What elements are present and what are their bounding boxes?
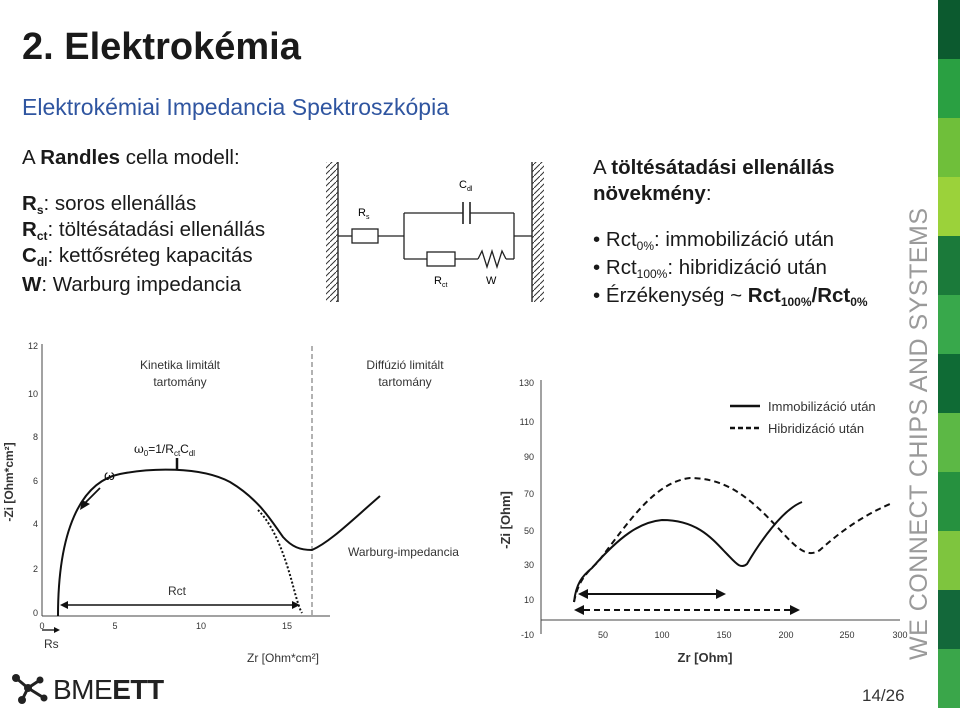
y-tick: 8 <box>32 432 38 442</box>
rct-arrow-head <box>292 601 300 609</box>
bullet-item <box>593 256 827 281</box>
y-tick: 10 <box>27 389 38 399</box>
omega0-label: $\omega_0=1/R_{ct}C_{dl}$ <box>134 442 196 458</box>
x-tick: 10 <box>195 621 207 631</box>
y-tick: 6 <box>32 476 38 486</box>
x-tick: 15 <box>281 621 293 631</box>
model-prefix: A <box>22 146 41 169</box>
y-tick: 10 <box>523 595 534 605</box>
bmeett-logo-text <box>53 674 164 706</box>
right-electrode <box>532 162 544 302</box>
x-tick: 300 <box>892 630 908 640</box>
stripe-segment <box>938 177 960 236</box>
rct-arrow-head <box>60 601 68 609</box>
y-tick: 2 <box>32 564 38 574</box>
heading-bold-2: növekmény <box>593 182 706 205</box>
sens-sub-2: 0% <box>850 295 868 309</box>
def-symbol: R <box>22 218 37 241</box>
rct-resistor <box>427 252 455 266</box>
stripe-segment <box>938 236 960 295</box>
increment-heading <box>593 156 835 180</box>
rs-label: $R_s$ <box>358 207 370 221</box>
sensitivity-bullet <box>593 284 868 309</box>
kinetic-label: Kinetika limitált <box>139 358 221 372</box>
left-electrode <box>326 162 338 302</box>
nyquist-measured-plot <box>490 370 910 675</box>
def-w <box>22 273 241 297</box>
legend-immobilization: Immobilizáció után <box>768 399 876 414</box>
logo-bold: ETT <box>112 674 164 705</box>
bullet-text: : immobilizáció után <box>653 228 834 251</box>
stripe-segment <box>938 295 960 354</box>
arrow-head <box>574 605 584 615</box>
y-tick: -10 <box>520 630 534 640</box>
y-tick: 70 <box>523 489 534 499</box>
sens-pre: Érzékenység ~ <box>605 284 748 307</box>
logo-light: BME <box>53 674 113 705</box>
def-subscript: dl <box>36 255 48 269</box>
brand-stripe <box>938 0 960 708</box>
def-text: : töltésátadási ellenállás <box>47 218 266 241</box>
arrow-head <box>790 605 800 615</box>
stripe-segment <box>938 590 960 649</box>
heading-prefix: A <box>593 156 612 179</box>
y-tick: 12 <box>27 341 38 351</box>
y-tick: 130 <box>518 378 534 388</box>
y-tick: 50 <box>523 526 534 536</box>
y-tick: 30 <box>523 560 534 570</box>
x-tick: 250 <box>839 630 855 640</box>
def-text: : Warburg impedancia <box>41 273 242 296</box>
y-tick: 90 <box>523 452 534 462</box>
theory-curve <box>58 470 380 616</box>
def-symbol: R <box>22 192 37 215</box>
stripe-segment <box>938 59 960 118</box>
w-label: W <box>486 275 497 287</box>
omega-label: ω <box>104 467 115 483</box>
kinetic-label: tartomány <box>153 375 207 389</box>
nyquist-theory-plot <box>0 332 500 672</box>
def-text: : soros ellenállás <box>43 192 197 215</box>
def-subscript: s <box>36 203 44 217</box>
heading-bold: töltésátadási ellenállás <box>611 156 835 179</box>
def-symbol: C <box>22 244 37 267</box>
rct-label: $R_{ct}$ <box>434 275 448 289</box>
y-tick: 0 <box>32 608 38 618</box>
bullet-icon: • <box>593 284 601 307</box>
theory-y-axis-label: -Zi [Ohm*cm²] <box>2 442 16 522</box>
x-tick: 5 <box>112 621 118 631</box>
stripe-segment <box>938 0 960 59</box>
stripe-segment <box>938 118 960 177</box>
rct-annotation: Rct <box>168 584 186 598</box>
legend-hybridization: Hibridizáció után <box>768 421 865 436</box>
rs-arrow-head <box>54 627 60 633</box>
stripe-segment <box>938 649 960 708</box>
def-text: : kettősréteg kapacitás <box>47 244 253 267</box>
x-tick: 150 <box>716 630 732 640</box>
bullet-pre: Rct <box>605 256 637 279</box>
x-tick: 50 <box>597 630 609 640</box>
bullet-text: : hibridizáció után <box>667 256 827 279</box>
diffusion-label: tartomány <box>378 375 432 389</box>
x-tick: 0 <box>39 621 45 631</box>
slide-title: 2. Elektrokémia <box>22 26 301 68</box>
theory-curve-no-warburg <box>258 510 302 613</box>
measured-y-axis-label: -Zi [Ohm] <box>498 491 513 549</box>
def-subscript: ct <box>36 229 48 243</box>
rs-resistor <box>352 229 378 243</box>
diffusion-label: Diffúzió limitált <box>366 358 444 372</box>
increment-heading-line2 <box>593 182 712 206</box>
rs-annotation: Rs <box>44 637 59 651</box>
x-tick: 200 <box>778 630 794 640</box>
stripe-segment <box>938 531 960 590</box>
sens-bold: Rct <box>747 284 781 307</box>
warburg-element <box>478 251 506 267</box>
def-cdl <box>22 244 253 269</box>
page-number: 14/26 <box>862 686 905 705</box>
bullet-sub: 100% <box>636 267 668 281</box>
model-name: Randles <box>40 146 120 169</box>
cdl-label: $C_{dl}$ <box>459 179 473 193</box>
bullet-icon: • <box>593 228 601 251</box>
measured-x-axis-label: Zr [Ohm] <box>677 650 733 665</box>
x-tick: 100 <box>654 630 670 640</box>
def-rct <box>22 218 265 243</box>
hybridization-curve <box>574 478 890 602</box>
y-tick: 110 <box>519 417 534 427</box>
bmeett-logo-icon <box>10 672 52 706</box>
bullet-item <box>593 228 834 253</box>
sens-sub: 100% <box>780 295 812 309</box>
stripe-segment <box>938 413 960 472</box>
model-line <box>22 146 240 170</box>
model-suffix: cella modell: <box>120 146 240 169</box>
stripe-segment <box>938 354 960 413</box>
def-symbol: W <box>22 273 42 296</box>
y-tick: 4 <box>32 519 38 529</box>
bullet-sub: 0% <box>636 239 654 253</box>
bullet-pre: Rct <box>605 228 637 251</box>
sens-bold-2: /Rct <box>811 284 851 307</box>
arrow-head <box>716 589 726 599</box>
bullet-icon: • <box>593 256 601 279</box>
warburg-label: Warburg-impedancia <box>348 545 459 559</box>
heading-suffix: : <box>705 182 712 205</box>
randles-circuit-diagram <box>318 158 558 308</box>
slide-subtitle: Elektrokémiai Impedancia Spektroszkópia <box>22 94 449 120</box>
arrow-head <box>578 589 588 599</box>
def-rs <box>22 192 196 217</box>
stripe-segment <box>938 472 960 531</box>
tagline-vertical: WE CONNECT CHIPS AND SYSTEMS <box>905 207 933 660</box>
theory-x-axis-label: Zr [Ohm*cm²] <box>247 651 319 665</box>
